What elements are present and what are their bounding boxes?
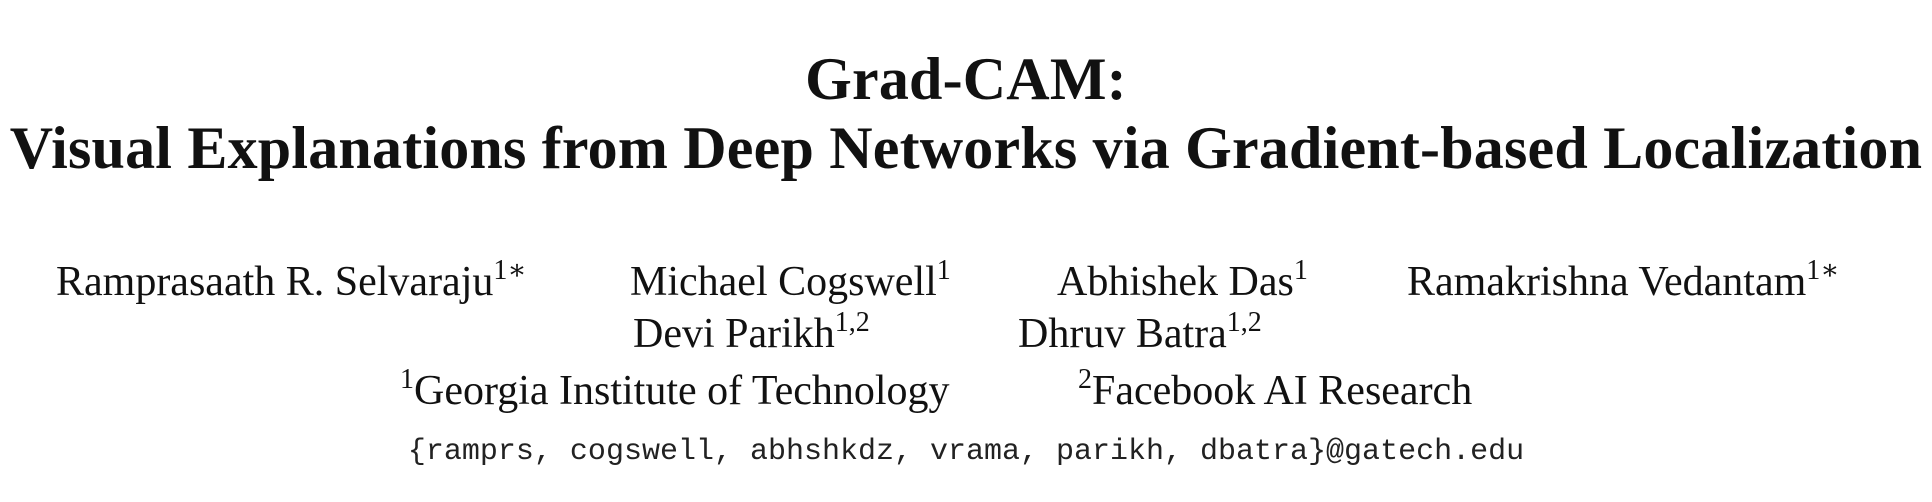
author-name: Abhishek Das bbox=[1057, 259, 1294, 305]
author-affiliation-marks: 1,2 bbox=[834, 306, 870, 338]
paper-title-line-1: Grad-CAM: bbox=[805, 46, 1127, 112]
author-emails: {ramprs, cogswell, abhshkdz, vrama, parikh, dbatra}@gatech.edu bbox=[407, 435, 1525, 469]
author-name: Dhruv Batra bbox=[1018, 311, 1227, 357]
author-affiliation-marks: 1∗ bbox=[1806, 254, 1840, 286]
author-cogswell bbox=[630, 254, 951, 306]
affiliation-georgia-tech bbox=[400, 363, 950, 415]
author-vedantam bbox=[1407, 254, 1840, 306]
author-name: Michael Cogswell bbox=[630, 259, 937, 305]
author-affiliation-marks: 1 bbox=[1293, 254, 1308, 286]
author-name: Ramakrishna Vedantam bbox=[1407, 259, 1807, 305]
affiliation-name: Facebook AI Research bbox=[1092, 368, 1473, 414]
author-name: Ramprasaath R. Selvaraju bbox=[56, 259, 494, 305]
author-parikh bbox=[633, 306, 870, 358]
author-batra bbox=[1018, 306, 1262, 358]
author-selvaraju bbox=[56, 254, 527, 306]
affiliation-mark: 2 bbox=[1078, 363, 1092, 395]
affiliation-facebook-ai-research bbox=[1078, 363, 1473, 415]
author-affiliation-marks: 1∗ bbox=[493, 254, 527, 286]
author-affiliation-marks: 1 bbox=[936, 254, 951, 286]
affiliation-mark: 1 bbox=[400, 363, 414, 395]
author-das bbox=[1057, 254, 1308, 306]
affiliation-name: Georgia Institute of Technology bbox=[414, 368, 950, 414]
author-affiliation-marks: 1,2 bbox=[1226, 306, 1262, 338]
paper-title-line-2: Visual Explanations from Deep Networks via Gradient-based Localization bbox=[9, 115, 1923, 181]
author-name: Devi Parikh bbox=[633, 311, 835, 357]
